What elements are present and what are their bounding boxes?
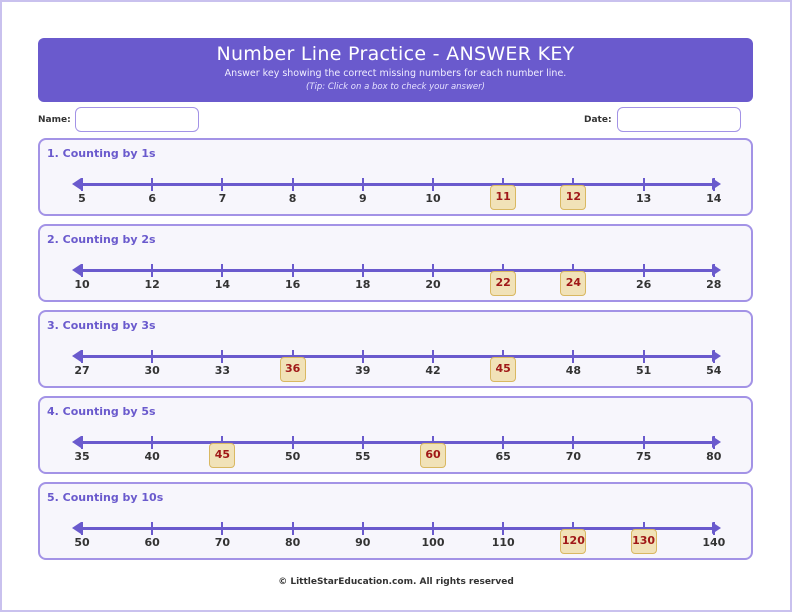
- section-title: 2. Counting by 2s: [47, 233, 156, 246]
- tick-mark: [151, 178, 153, 191]
- tick-mark: [502, 522, 504, 535]
- tick-mark: [643, 350, 645, 363]
- tick-mark: [643, 178, 645, 191]
- tick-mark: [81, 178, 83, 191]
- tick-mark: [292, 436, 294, 449]
- name-field[interactable]: [75, 107, 199, 132]
- page-subtitle: Answer key showing the correct missing numbers for each number line.: [224, 68, 567, 79]
- tick-label: 5: [78, 192, 86, 205]
- page-title: Number Line Practice - ANSWER KEY: [216, 43, 575, 65]
- tick-mark: [81, 522, 83, 535]
- section-title: 4. Counting by 5s: [47, 405, 156, 418]
- answer-box[interactable]: 45: [490, 357, 516, 382]
- tick-mark: [362, 436, 364, 449]
- tick-label: 110: [491, 536, 515, 549]
- tick-mark: [643, 436, 645, 449]
- answer-box[interactable]: 22: [490, 271, 516, 296]
- tick-label: 65: [495, 450, 511, 463]
- tick-label: 20: [425, 278, 441, 291]
- date-field[interactable]: [617, 107, 741, 132]
- answer-box[interactable]: 130: [631, 529, 657, 554]
- tick-label: 60: [144, 536, 160, 549]
- tick-mark: [643, 264, 645, 277]
- tick-label: 100: [421, 536, 445, 549]
- tick-label: 13: [635, 192, 652, 205]
- section-title: 3. Counting by 3s: [47, 319, 156, 332]
- tick-mark: [362, 522, 364, 535]
- tick-mark: [713, 350, 715, 363]
- tick-label: 35: [74, 450, 90, 463]
- tick-label: 33: [214, 364, 231, 377]
- number-line: [76, 527, 712, 530]
- tick-label: 16: [284, 278, 301, 291]
- answer-box[interactable]: 12: [560, 185, 586, 210]
- answer-box[interactable]: 11: [490, 185, 516, 210]
- arrow-left-icon: [72, 436, 81, 448]
- tick-mark: [713, 264, 715, 277]
- tick-mark: [362, 350, 364, 363]
- tick-label: 6: [148, 192, 157, 205]
- section-title: 5. Counting by 10s: [47, 491, 164, 504]
- tick-label: 7: [218, 192, 227, 205]
- tick-mark: [502, 436, 504, 449]
- tick-mark: [432, 350, 434, 363]
- tick-mark: [292, 178, 294, 191]
- tick-mark: [151, 436, 153, 449]
- tick-mark: [221, 264, 223, 277]
- number-line-section: [38, 396, 753, 474]
- tick-label: 30: [144, 364, 160, 377]
- tick-mark: [221, 350, 223, 363]
- tick-mark: [81, 436, 83, 449]
- tick-mark: [572, 350, 574, 363]
- tick-label: 51: [635, 364, 652, 377]
- tick-label: 50: [284, 450, 301, 463]
- tick-mark: [713, 522, 715, 535]
- tick-label: 70: [214, 536, 231, 549]
- tick-mark: [713, 436, 715, 449]
- tick-label: 14: [706, 192, 722, 205]
- tick-mark: [221, 522, 223, 535]
- answer-box[interactable]: 24: [560, 271, 586, 296]
- answer-box[interactable]: 60: [420, 443, 446, 468]
- header-banner: [38, 38, 753, 102]
- tick-label: 80: [284, 536, 301, 549]
- number-line: [76, 355, 712, 358]
- tick-label: 70: [565, 450, 582, 463]
- tick-label: 12: [144, 278, 160, 291]
- tick-mark: [432, 178, 434, 191]
- tick-label: 10: [425, 192, 441, 205]
- tick-mark: [151, 350, 153, 363]
- tick-mark: [572, 436, 574, 449]
- tick-mark: [432, 522, 434, 535]
- section-title: 1. Counting by 1s: [47, 147, 156, 160]
- tip-text: (Tip: Click on a box to check your answer): [306, 82, 485, 92]
- arrow-left-icon: [72, 350, 81, 362]
- number-line: [76, 269, 712, 272]
- tick-mark: [81, 350, 83, 363]
- tick-label: 10: [74, 278, 90, 291]
- tick-label: 28: [706, 278, 722, 291]
- tick-mark: [713, 178, 715, 191]
- tick-mark: [362, 264, 364, 277]
- tick-label: 8: [288, 192, 297, 205]
- tick-label: 14: [214, 278, 231, 291]
- number-line-section: [38, 224, 753, 302]
- tick-mark: [292, 264, 294, 277]
- name-label: Name:: [38, 115, 71, 125]
- arrow-left-icon: [72, 264, 81, 276]
- tick-mark: [151, 522, 153, 535]
- answer-box[interactable]: 45: [209, 443, 235, 468]
- answer-box[interactable]: 120: [560, 529, 586, 554]
- number-line: [76, 441, 712, 444]
- tick-label: 50: [74, 536, 90, 549]
- tick-label: 27: [74, 364, 90, 377]
- tick-mark: [151, 264, 153, 277]
- footer-copyright: © LittleStarEducation.com. All rights reserved: [278, 577, 514, 587]
- tick-label: 42: [425, 364, 441, 377]
- answer-box[interactable]: 36: [280, 357, 306, 382]
- tick-label: 39: [355, 364, 371, 377]
- number-line: [76, 183, 712, 186]
- tick-label: 90: [355, 536, 371, 549]
- tick-mark: [81, 264, 83, 277]
- arrow-left-icon: [72, 522, 81, 534]
- tick-label: 40: [144, 450, 160, 463]
- tick-label: 54: [706, 364, 722, 377]
- tick-label: 75: [635, 450, 652, 463]
- tick-mark: [432, 264, 434, 277]
- tick-mark: [292, 522, 294, 535]
- tick-label: 55: [355, 450, 371, 463]
- number-line-section: [38, 138, 753, 216]
- tick-label: 26: [635, 278, 652, 291]
- tick-label: 48: [565, 364, 582, 377]
- number-line-section: [38, 310, 753, 388]
- tick-label: 18: [355, 278, 371, 291]
- tick-mark: [221, 178, 223, 191]
- arrow-left-icon: [72, 178, 81, 190]
- tick-label: 140: [702, 536, 726, 549]
- number-line-section: [38, 482, 753, 560]
- tick-label: 80: [706, 450, 722, 463]
- tick-label: 9: [358, 192, 367, 205]
- tick-mark: [362, 178, 364, 191]
- date-label: Date:: [584, 115, 612, 125]
